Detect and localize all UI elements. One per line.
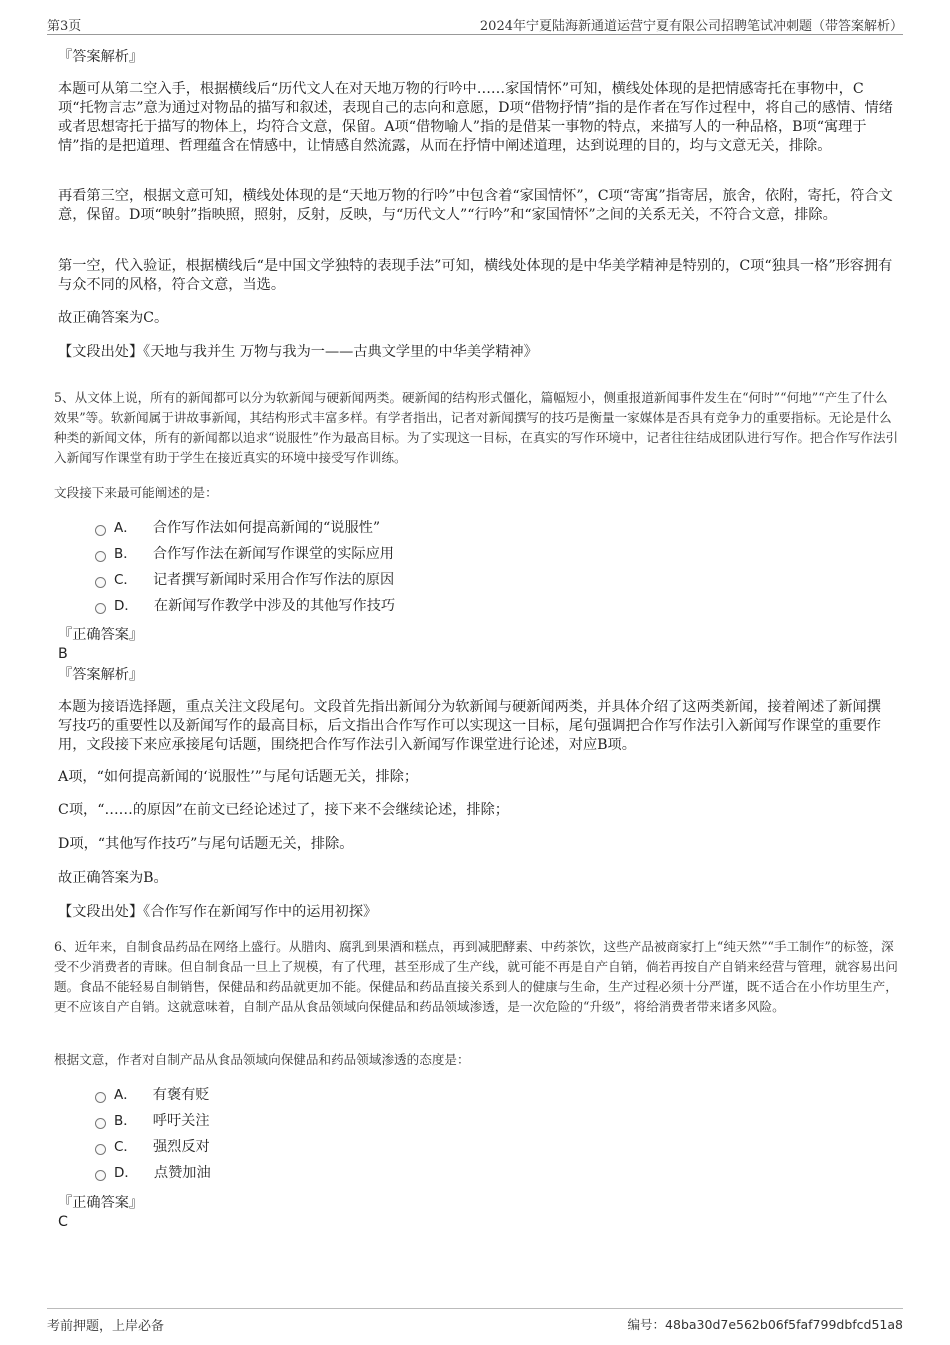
radio-icon[interactable] (95, 1092, 106, 1103)
radio-icon[interactable] (95, 551, 106, 562)
q4-source: 【文段出处】《天地与我并生 万物与我为一——古典文学里的中华美学精神》 (58, 344, 538, 360)
q4-analysis-label: 『答案解析』 (58, 49, 144, 65)
q6-question: 根据文意，作者对自制产品从食品领域向保健品和药品领域渗透的态度是： (54, 1052, 470, 1067)
q5-analysis-para1: 本题为接语选择题，重点关注文段尾句。文段首先指出新闻分为软新闻与硬新闻两类，并具体介绍了这两类新闻，接着阐述了新闻撰写技巧的重要性以及新闻写作的最高目标，后文指出合作写作可以实现这一目标，尾句强调把合作写作法引入新闻写作课堂的重要作用，文段接下来应承接尾句话题，围绕把合作写作法引入新闻写作课堂进行论述，对应B项。 (58, 699, 881, 753)
footer-slogan: 考前押题，上岸必备 (47, 1319, 165, 1334)
q4-conclusion: 故正确答案为C。 (58, 310, 169, 326)
document-title: 2024年宁夏陆海新通道运营宁夏有限公司招聘笔试冲刺题（带答案解析） (479, 19, 903, 34)
q6-option-c[interactable]: C． 强烈反对 (95, 1137, 210, 1157)
q5-source: 【文段出处】《合作写作在新闻写作中的运用初探》 (58, 904, 378, 920)
q5-option-c[interactable]: C． 记者撰写新闻时采用合作写作法的原因 (95, 570, 394, 590)
radio-icon[interactable] (95, 1118, 106, 1129)
q6-answer-label: 『正确答案』 (58, 1195, 144, 1211)
document-id (628, 1315, 903, 1333)
page-number: 第3页 (47, 19, 82, 34)
q4-analysis-para3: 第一空，代入验证，根据横线后“是中国文学独特的表现手法”可知，横线处体现的是中华美学精神是特别的，C项“独具一格”形容拥有与众不同的风格，符合文意，当选。 (58, 258, 893, 293)
q5-option-a[interactable]: A． 合作写作法如何提高新闻的“说服性” (95, 518, 380, 538)
page-header (47, 14, 903, 35)
q5-answer: B (58, 646, 68, 662)
q5-analysis-para3: C项，“……的原因”在前文已经论述过了，接下来不会继续论述，排除； (58, 802, 509, 818)
q5-analysis-para2: A项，“如何提高新闻的‘说服性’”与尾句话题无关，排除； (58, 769, 419, 785)
document-id-value: 48ba30d7e562b06f5faf799dbfcd51a8 (665, 1317, 903, 1332)
q5-option-d[interactable]: D． 在新闻写作教学中涉及的其他写作技巧 (95, 596, 395, 616)
q5-question: 文段接下来最可能阐述的是： (54, 485, 218, 500)
page-footer (47, 1308, 903, 1333)
document-id-label: 编号： (627, 1317, 666, 1332)
radio-icon[interactable] (95, 1170, 106, 1181)
q5-conclusion: 故正确答案为B。 (58, 870, 168, 886)
q4-analysis-para2: 再看第三空，根据文意可知，横线处体现的是“天地万物的行吟”中包含着“家国情怀”，C项“寄寓”指寄居，旅舍，依附，寄托，符合文意，保留。D项“映射”指映照，照射，反射，反映，与“历代文人”“行吟”和“家国情怀”之间的关系无关，不符合文意，排除。 (58, 188, 893, 223)
q6-option-a[interactable]: A． 有褒有贬 (95, 1085, 210, 1105)
q6-option-b[interactable]: B． 呼吁关注 (95, 1111, 210, 1131)
q5-analysis-label: 『答案解析』 (58, 667, 144, 683)
q4-analysis-para1: 本题可从第二空入手，根据横线后“历代文人在对天地万物的行吟中……家国情怀”可知，横线处体现的是把情感寄托在事物中，C项“托物言志”意为通过对物品的描写和叙述，表现自己的志向和意愿，D项“借物抒情”指的是作者在写作过程中，将自己的感情、情绪或者思想寄托于描写的物体上，均符合文意，保留。A项“借物喻人”指的是借某一事物的特点，来描写人的一种品格，B项“寓理于情”指的是把道理、哲理蕴含在情感中，让情感自然流露，从而在抒情中阐述道理，达到说理的目的，均与文意无关，排除。 (58, 81, 893, 154)
q6-stem: 6、近年来，自制食品药品在网络上盛行。从腊肉、腐乳到果酒和糕点，再到减肥酵素、中药茶饮，这些产品被商家打上“纯天然”“手工制作”的标签，深受不少消费者的青睐。但自制食品一旦上了规模，有了代理，甚至形成了生产线，就可能不再是自产自销，倘若再按自产自销来经营与管理，就容易出问题。食品不能轻易自制销售，保健品和药品就更加不能。保健品和药品直接关系到人的健康与生命，生产过程必须十分严谨，既不适合在小作坊里生产，更不应该自产自销。这就意味着，自制产品从食品领域向保健品和药品领域渗透，是一次危险的“升级”，将给消费者带来诸多风险。 (54, 939, 898, 1014)
radio-icon[interactable] (95, 577, 106, 588)
q5-option-b[interactable]: B． 合作写作法在新闻写作课堂的实际应用 (95, 544, 394, 564)
radio-icon[interactable] (95, 1144, 106, 1155)
q5-analysis-para4: D项，“其他写作技巧”与尾句话题无关，排除。 (58, 836, 354, 852)
radio-icon[interactable] (95, 603, 106, 614)
q5-answer-label: 『正确答案』 (58, 627, 144, 643)
q6-option-d[interactable]: D． 点赞加油 (95, 1163, 211, 1183)
q6-answer: C (58, 1214, 68, 1230)
q5-stem: 5、从文体上说，所有的新闻都可以分为软新闻与硬新闻两类。硬新闻的结构形式僵化，篇幅短小，侧重报道新闻事件发生在“何时”“何地”“产生了什么效果”等。软新闻属于讲故事新闻，其结构形式丰富多样。有学者指出，记者对新闻撰写的技巧是衡量一家媒体是否具有竞争力的重要指标。无论是什么种类的新闻文体，所有的新闻都以追求“说服性”作为最高目标。为了实现这一目标，在真实的写作环境中，记者往往结成团队进行写作。把合作写作法引入新闻写作课堂有助于学生在接近真实的环境中接受写作训练。 (54, 390, 899, 465)
radio-icon[interactable] (95, 525, 106, 536)
